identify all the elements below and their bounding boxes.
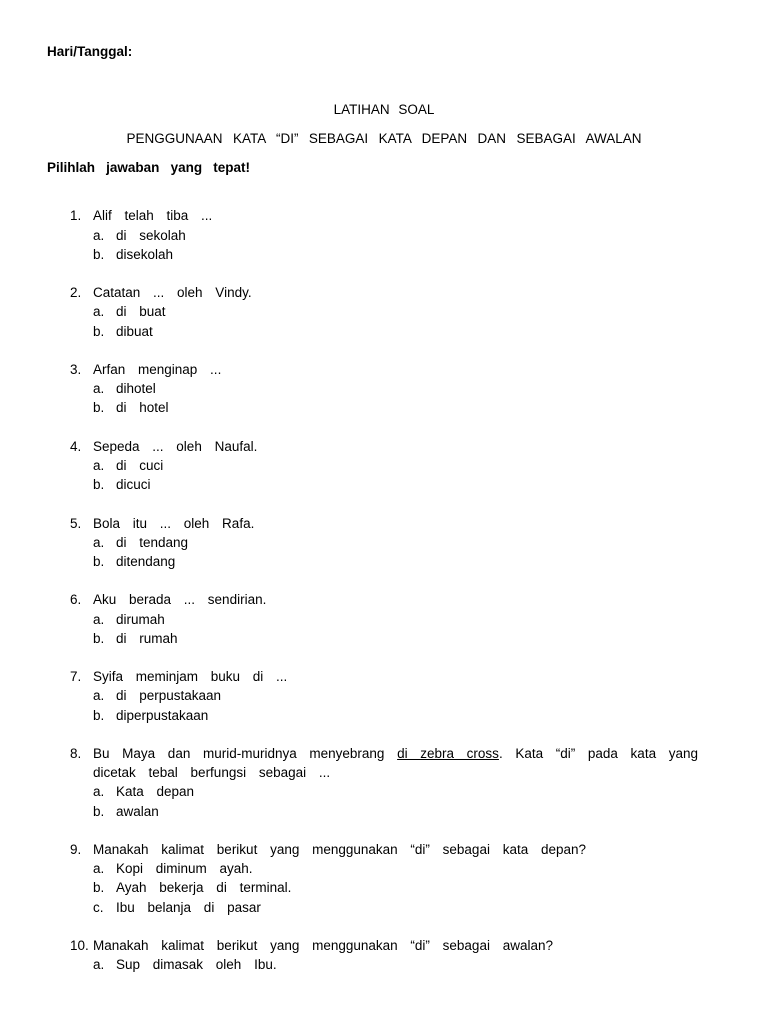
- question-4-number: 4.: [70, 438, 82, 454]
- question-3-text: Arfan menginap ...: [93, 361, 222, 377]
- option-letter: c.: [93, 899, 104, 915]
- question-4-text: Sepeda ... oleh Naufal.: [93, 438, 258, 454]
- option-letter: b.: [93, 400, 105, 416]
- question-1: [70, 206, 698, 264]
- question-8: [70, 744, 698, 821]
- question-3-options: [93, 379, 698, 417]
- question-9-option-a: [93, 859, 698, 878]
- question-6-options: [93, 610, 698, 648]
- date-label: Hari/Tanggal:: [47, 44, 133, 59]
- question-8-number: 8.: [70, 745, 82, 761]
- option-text: dirumah: [116, 611, 165, 627]
- question-5-text: Bola itu ... oleh Rafa.: [93, 515, 255, 531]
- question-8-text-continued: dicetak tebal berfungsi sebagai ...: [93, 765, 331, 781]
- option-text: di buat: [116, 304, 166, 320]
- question-10-text: Manakah kalimat berikut yang menggunakan “di” sebagai awalan?: [93, 937, 553, 953]
- question-6-option-a: [93, 610, 698, 629]
- option-text: di cuci: [116, 457, 164, 473]
- worksheet-title: LATIHAN SOAL: [333, 102, 435, 117]
- option-text: dihotel: [116, 381, 156, 397]
- option-letter: a.: [93, 611, 105, 627]
- question-6-number: 6.: [70, 592, 82, 608]
- option-text: Kopi diminum ayah.: [116, 861, 253, 877]
- question-5: [70, 514, 698, 572]
- option-text: awalan: [116, 803, 159, 819]
- question-9-option-c: [93, 898, 698, 917]
- instruction-text: Pilihlah jawaban yang tepat!: [47, 160, 250, 175]
- question-9-options: [93, 859, 698, 917]
- question-10-options: [93, 955, 698, 974]
- question-8-text-line: [93, 744, 698, 763]
- option-text: di perpustakaan: [116, 688, 222, 704]
- question-2-number: 2.: [70, 285, 82, 301]
- question-8-text-before: Bu Maya dan murid-muridnya menyebrang: [93, 745, 385, 761]
- option-text: Ibu belanja di pasar: [116, 899, 261, 915]
- question-2-option-a: [93, 302, 698, 321]
- option-letter: a.: [93, 227, 105, 243]
- option-text: disekolah: [116, 246, 174, 262]
- option-letter: b.: [93, 803, 105, 819]
- question-5-option-b: [93, 552, 698, 571]
- question-7-option-a: [93, 686, 698, 705]
- option-letter: b.: [93, 553, 105, 569]
- question-8-option-b: [93, 802, 698, 821]
- option-letter: b.: [93, 630, 105, 646]
- question-9-number: 9.: [70, 841, 82, 857]
- question-10: [70, 936, 698, 974]
- question-8-options: [93, 782, 698, 820]
- option-text: dicuci: [116, 477, 151, 493]
- question-5-options: [93, 533, 698, 571]
- question-4: [70, 437, 698, 495]
- question-6-option-b: [93, 629, 698, 648]
- question-3: [70, 360, 698, 418]
- question-2: [70, 283, 698, 341]
- option-text: dibuat: [116, 323, 153, 339]
- question-3-number: 3.: [70, 361, 82, 377]
- option-letter: a.: [93, 534, 105, 550]
- question-8-underlined-phrase: di zebra cross: [397, 745, 499, 761]
- question-8-text: [93, 744, 698, 782]
- option-text: diperpustakaan: [116, 707, 209, 723]
- question-4-option-b: [93, 475, 698, 494]
- question-6: [70, 590, 698, 648]
- question-10-option-a: [93, 955, 698, 974]
- option-letter: b.: [93, 707, 105, 723]
- question-1-text: Alif telah tiba ...: [93, 208, 213, 224]
- question-6-text: Aku berada ... sendirian.: [93, 592, 267, 608]
- question-5-option-a: [93, 533, 698, 552]
- worksheet-subtitle: PENGGUNAAN KATA “DI” SEBAGAI KATA DEPAN DAN SEBAGAI AWALAN: [126, 131, 642, 146]
- question-7-text: Syifa meminjam buku di ...: [93, 669, 288, 685]
- option-letter: a.: [93, 861, 105, 877]
- option-text: di sekolah: [116, 227, 186, 243]
- question-8-text-after: . Kata “di” pada kata yang: [498, 745, 698, 761]
- option-text: di rumah: [116, 630, 178, 646]
- question-list: [70, 206, 698, 993]
- question-3-option-b: [93, 398, 698, 417]
- question-3-option-a: [93, 379, 698, 398]
- option-letter: a.: [93, 381, 105, 397]
- question-7-number: 7.: [70, 669, 82, 685]
- question-5-number: 5.: [70, 515, 82, 531]
- question-2-text: Catatan ... oleh Vindy.: [93, 285, 252, 301]
- option-letter: b.: [93, 477, 105, 493]
- question-4-options: [93, 456, 698, 494]
- question-9: [70, 840, 698, 917]
- question-7: [70, 667, 698, 725]
- option-letter: a.: [93, 688, 105, 704]
- option-text: Ayah bekerja di terminal.: [116, 880, 292, 896]
- option-letter: a.: [93, 957, 105, 973]
- question-2-option-b: [93, 322, 698, 341]
- option-letter: a.: [93, 304, 105, 320]
- option-text: Sup dimasak oleh Ibu.: [116, 957, 277, 973]
- option-letter: b.: [93, 880, 105, 896]
- question-7-options: [93, 686, 698, 724]
- option-text: Kata depan: [116, 784, 195, 800]
- option-letter: a.: [93, 457, 105, 473]
- question-8-option-a: [93, 782, 698, 801]
- question-1-option-b: [93, 245, 698, 264]
- question-10-number: 10.: [70, 937, 89, 953]
- option-letter: b.: [93, 323, 105, 339]
- option-text: ditendang: [116, 553, 176, 569]
- question-9-text: Manakah kalimat berikut yang menggunakan “di” sebagai kata depan?: [93, 841, 587, 857]
- question-1-options: [93, 226, 698, 264]
- question-4-option-a: [93, 456, 698, 475]
- option-text: di tendang: [116, 534, 189, 550]
- question-9-option-b: [93, 878, 698, 897]
- question-1-option-a: [93, 226, 698, 245]
- question-2-options: [93, 302, 698, 340]
- option-letter: b.: [93, 246, 105, 262]
- question-7-option-b: [93, 706, 698, 725]
- question-1-number: 1.: [70, 208, 82, 224]
- option-text: di hotel: [116, 400, 169, 416]
- option-letter: a.: [93, 784, 105, 800]
